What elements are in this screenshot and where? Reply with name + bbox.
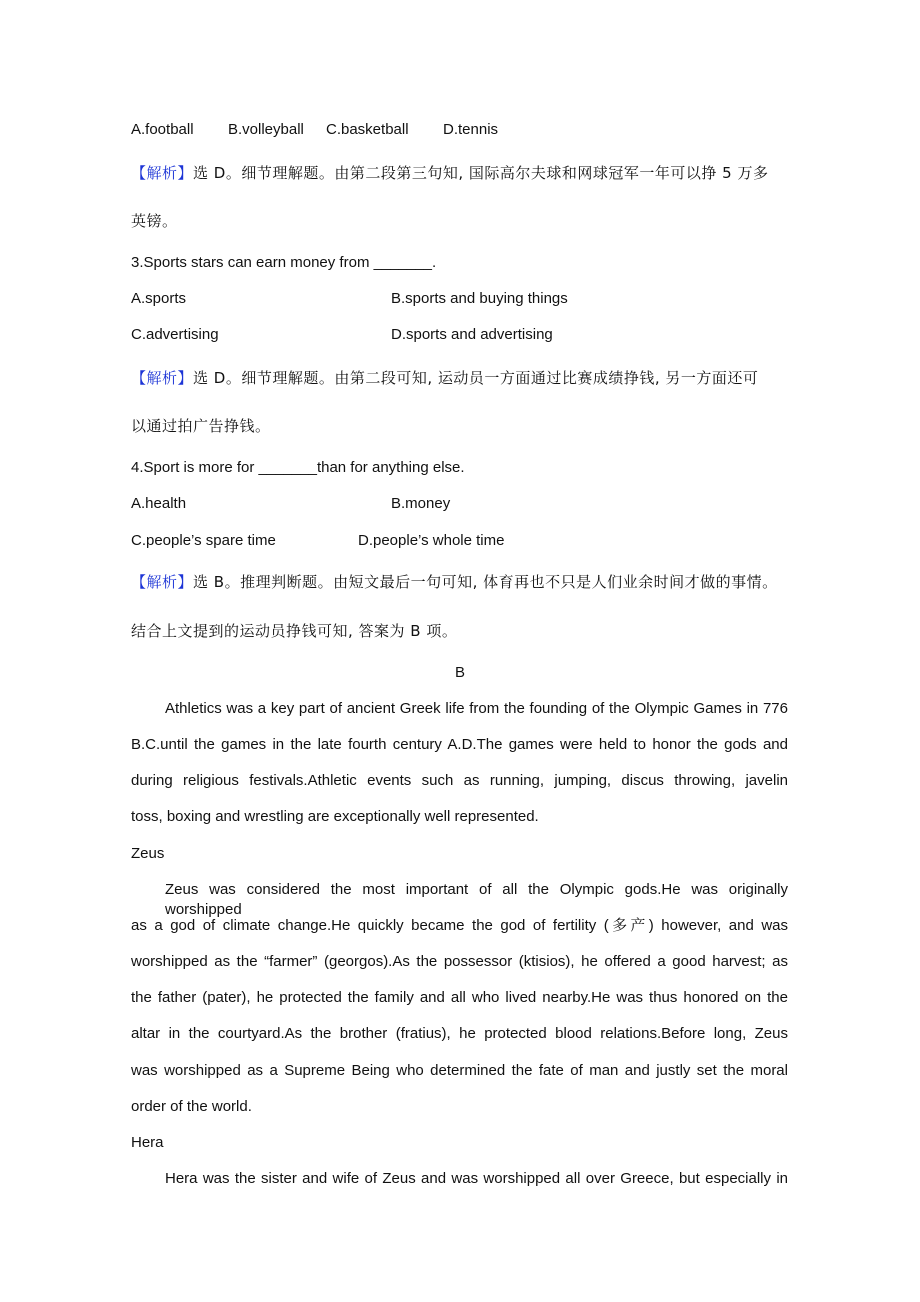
- zeus-line: was worshipped as a Supreme Being who determined the fate of man and justly set the moral: [131, 1062, 788, 1079]
- zeus-line: the father (pater), he protected the family and all who lived nearby.He was thus honored on the: [131, 989, 788, 1006]
- q3-option-c: C.advertising: [131, 326, 219, 343]
- q3-option-b: B.sports and buying things: [391, 290, 568, 307]
- q2-option-b: B.volleyball: [228, 121, 304, 138]
- passage-label: B: [454, 664, 465, 681]
- analysis-tag: 【解析】: [131, 573, 194, 591]
- q3-analysis-line2: 以通过拍广告挣钱。: [131, 417, 271, 435]
- passage-intro-line: during religious festivals.Athletic events such as running, jumping, discus throwing, javelin: [131, 772, 788, 789]
- analysis-tag: 【解析】: [131, 369, 194, 387]
- zeus-line: as a god of climate change.He quickly became the god of fertility (多产) however, and was: [131, 917, 788, 934]
- q2-option-d: D.tennis: [443, 121, 499, 138]
- zeus-heading: Zeus: [131, 845, 165, 862]
- q2-option-c: C.basketball: [326, 121, 409, 138]
- q4-stem: 4.Sport is more for _______than for anything else.: [131, 459, 465, 476]
- q4-analysis-line1: [131, 572, 778, 592]
- hera-heading: Hera: [131, 1134, 164, 1151]
- q3-option-d: D.sports and advertising: [391, 326, 553, 343]
- q3-stem: 3.Sports stars can earn money from _______.: [131, 254, 437, 271]
- q3-option-a: A.sports: [131, 290, 187, 307]
- zeus-line: altar in the courtyard.As the brother (fratius), he protected blood relations.Before long, Zeus: [131, 1025, 788, 1042]
- zeus-line: Zeus was considered the most important of all the Olympic gods.He was originally worshipped: [165, 881, 788, 918]
- q2-analysis-line1: [131, 163, 768, 183]
- q3-analysis-line1: [131, 368, 758, 388]
- zeus-line: order of the world.: [131, 1098, 252, 1115]
- q4-analysis-line2: 结合上文提到的运动员挣钱可知, 答案为 B 项。: [131, 622, 458, 640]
- q4-option-d: D.people’s whole time: [358, 532, 505, 549]
- passage-intro-line: Athletics was a key part of ancient Greek life from the founding of the Olympic Games in 776: [165, 700, 788, 717]
- q2-option-a: A.football: [131, 121, 194, 138]
- q4-option-a: A.health: [131, 495, 187, 512]
- analysis-text: 选 D。细节理解题。由第二段第三句知, 国际高尔夫球和网球冠军一年可以挣 5 万多: [193, 164, 769, 182]
- passage-intro-line: toss, boxing and wrestling are exceptionally well represented.: [131, 808, 539, 825]
- q4-option-b: B.money: [391, 495, 451, 512]
- analysis-text: 选 D。细节理解题。由第二段可知, 运动员一方面通过比赛成绩挣钱, 另一方面还可: [193, 369, 759, 387]
- zeus-line: worshipped as the “farmer” (georgos).As the possessor (ktisios), he offered a good harvest; as: [131, 953, 788, 970]
- analysis-text: 选 B。推理判断题。由短文最后一句可知, 体育再也不只是人们业余时间才做的事情。: [193, 573, 778, 591]
- hera-line: Hera was the sister and wife of Zeus and was worshipped all over Greece, but especially in: [165, 1170, 788, 1187]
- q4-option-c: C.people’s spare time: [131, 532, 276, 549]
- passage-intro-line: B.C.until the games in the late fourth century A.D.The games were held to honor the gods and: [131, 736, 788, 753]
- q2-analysis-line2: 英镑。: [131, 212, 178, 230]
- analysis-tag: 【解析】: [131, 164, 194, 182]
